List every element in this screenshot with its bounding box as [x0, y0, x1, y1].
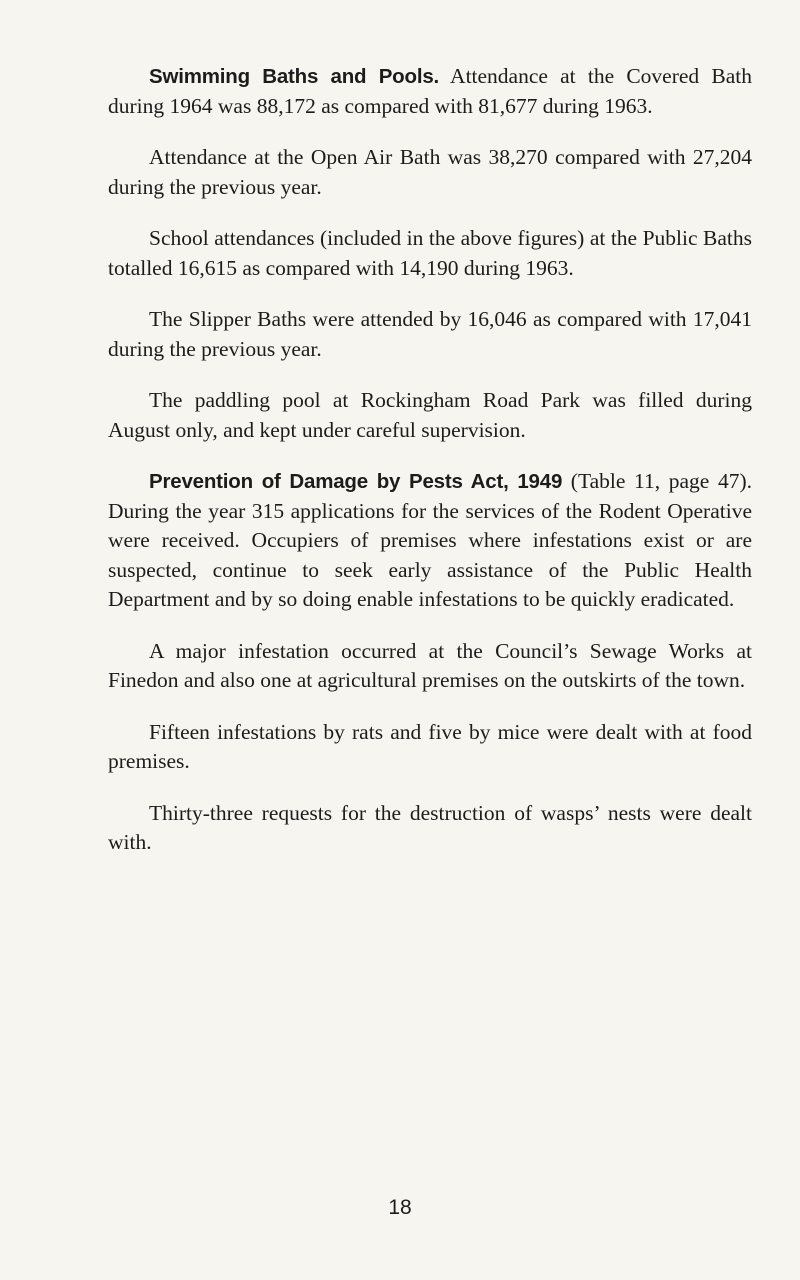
paragraph-text: (Table 11, page 47). During the year 315 applications for the services of the Rodent Operative were received. Occupiers of premises where infestations exist or are suspected, continue to seek early assistance of the Public Health Department and by so doing enable infestations to be quickly eradicated. [108, 469, 752, 611]
paragraph-paddling-pool [108, 386, 752, 445]
page-number: 18 [388, 1196, 412, 1219]
paragraph-text: The Slipper Baths were attended by 16,046 as compared with 17,041 during the previous year. [108, 307, 752, 361]
paragraph-food-premises [108, 718, 752, 777]
paragraph-text: A major infestation occurred at the Council’s Sewage Works at Finedon and also one at agricultural premises on the outskirts of the town. [108, 638, 752, 692]
heading-swimming-baths: Swimming Baths and Pools. [149, 65, 440, 88]
paragraph-text: The paddling pool at Rockingham Road Park was filled during August only, and kept under careful supervision. [108, 388, 752, 442]
paragraph-open-air-bath [108, 143, 752, 202]
body-text [108, 62, 752, 880]
paragraph-major-infestation [108, 637, 752, 696]
paragraph-swimming-baths [108, 62, 752, 121]
paragraph-slipper-baths [108, 305, 752, 364]
paragraph-text: Attendance at the Open Air Bath was 38,270 compared with 27,204 during the previous year. [108, 145, 752, 199]
paragraph-text: School attendances (included in the above figures) at the Public Baths totalled 16,615 as compared with 14,190 during 1963. [108, 226, 752, 280]
heading-prevention-of-damage: Prevention of Damage by Pests Act, 1949 [149, 470, 563, 493]
paragraph-text: Fifteen infestations by rats and five by mice were dealt with at food premises. [108, 719, 752, 773]
paragraph-prevention-of-damage [108, 467, 752, 615]
paragraph-wasps-nests [108, 799, 752, 858]
paragraph-text: Attendance at the Covered Bath during 1964 was 88,172 as compared with 81,677 during 1963. [108, 64, 752, 118]
paragraph-school-attendances [108, 224, 752, 283]
paragraph-text: Thirty-three requests for the destruction of wasps’ nests were dealt with. [108, 800, 752, 854]
